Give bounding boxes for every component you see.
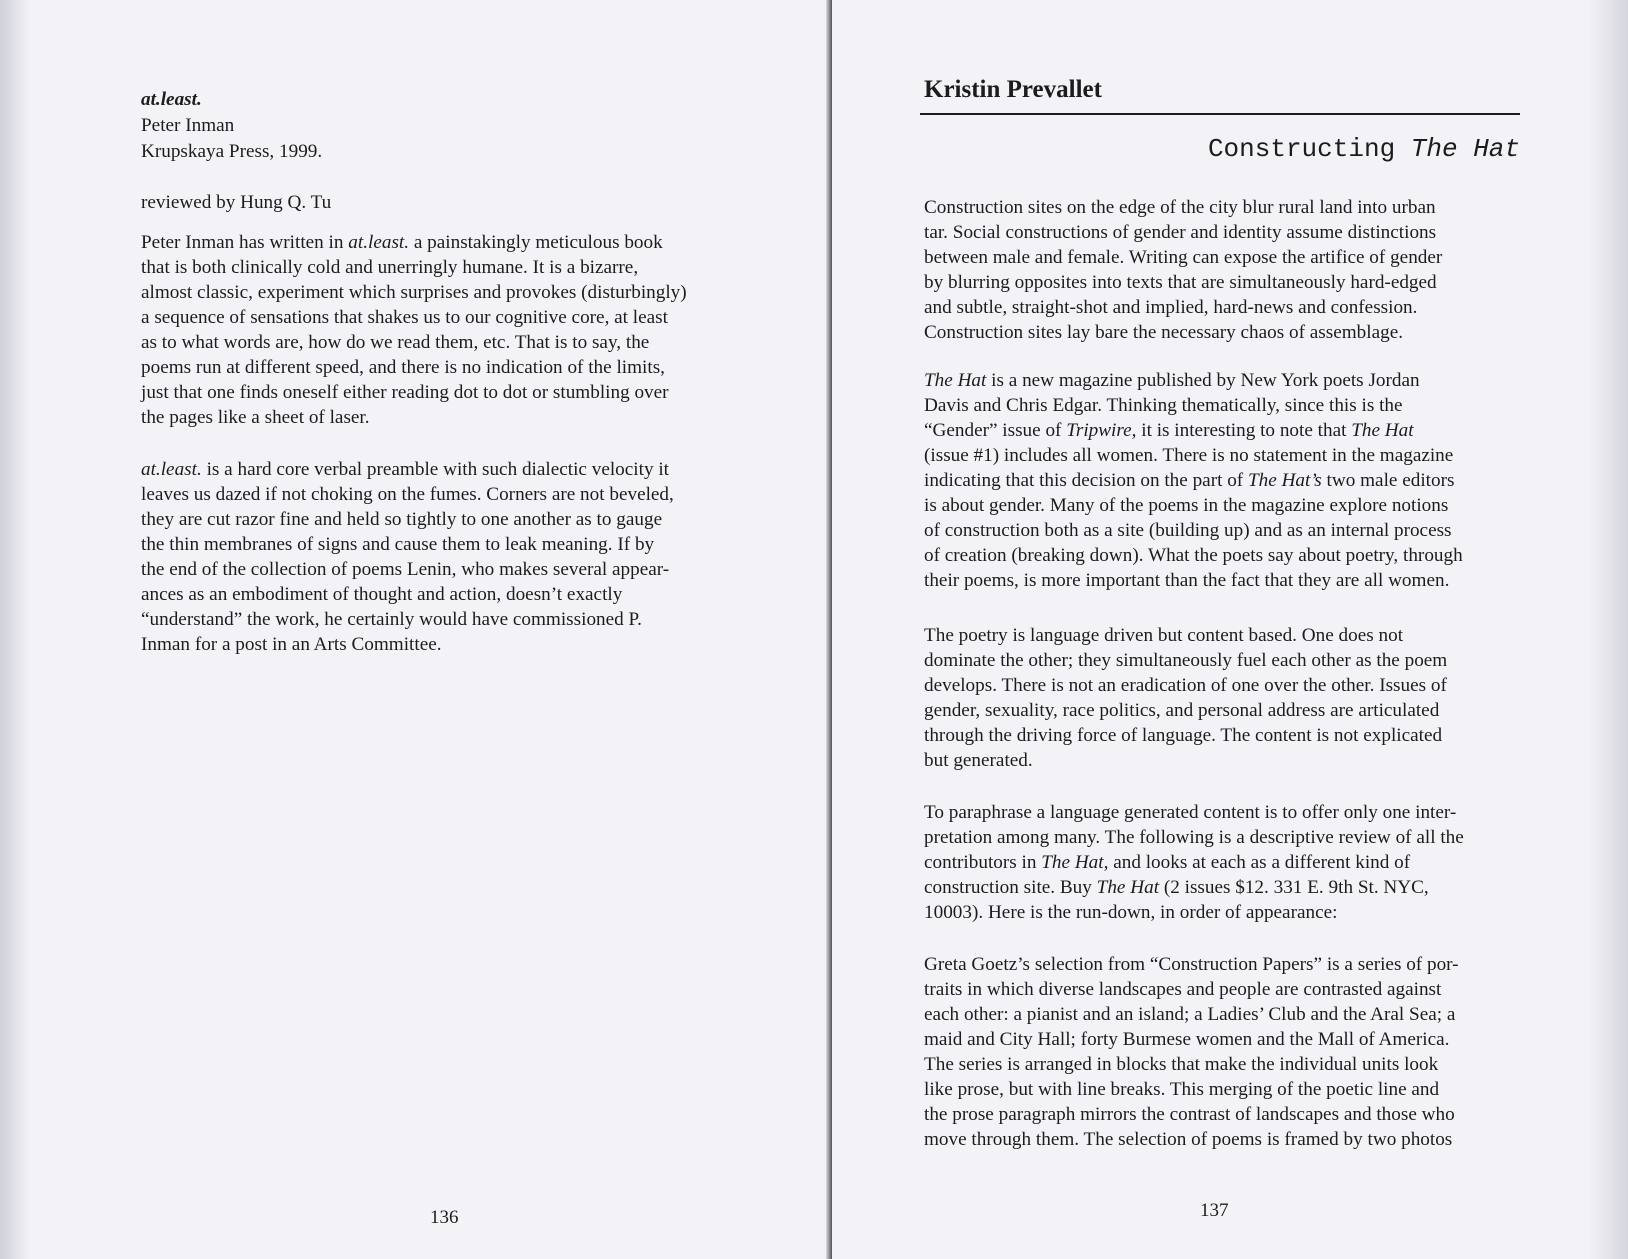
page-edge-shadow xyxy=(0,0,30,1259)
text-line: The Hat is a new magazine published by New York poets Jordan xyxy=(924,370,1420,391)
article-paragraph-5 xyxy=(924,952,1459,1152)
review-paragraph-2 xyxy=(141,457,674,657)
text-line: at.least. is a hard core verbal preamble with such dialectic velocity it xyxy=(141,459,670,480)
book-publisher: Krupskaya Press, 1999. xyxy=(141,141,323,162)
article-paragraph-3 xyxy=(924,623,1447,773)
article-title xyxy=(1208,134,1520,164)
text-line: dominate the other; they simultaneously fuel each other as the poem xyxy=(924,650,1448,671)
text-line: Construction sites lay bare the necessary chaos of assemblage. xyxy=(924,322,1404,343)
text-line: (issue #1) includes all women. There is no statement in the magazine xyxy=(924,445,1454,466)
text-line: they are cut razor fine and held so tightly to one another as to gauge xyxy=(141,509,663,530)
text-line: their poems, is more important than the fact that they are all women. xyxy=(924,570,1450,591)
text-line: contributors in The Hat, and looks at each as a different kind of xyxy=(924,852,1411,873)
text-line: the prose paragraph mirrors the contrast of landscapes and those who xyxy=(924,1104,1455,1125)
text-line: The series is arranged in blocks that make the individual units look xyxy=(924,1054,1439,1075)
text-line: traits in which diverse landscapes and people are contrasted against xyxy=(924,979,1442,1000)
article-paragraph-2 xyxy=(924,368,1463,593)
text-line: a sequence of sensations that shakes us to our cognitive core, at least xyxy=(141,307,668,328)
text-line: To paraphrase a language generated content is to offer only one inter- xyxy=(924,802,1457,823)
text-line: almost classic, experiment which surprises and provokes (disturbingly) xyxy=(141,282,687,303)
text-line: of construction both as a site (building up) and as an internal process xyxy=(924,520,1452,541)
article-author: Kristin Prevallet xyxy=(924,76,1102,103)
text-line: ances as an embodiment of thought and action, doesn’t exactly xyxy=(141,584,623,605)
text-line: and subtle, straight-shot and implied, hard-news and confession. xyxy=(924,297,1418,318)
page-number-left: 136 xyxy=(430,1207,459,1228)
text-line: construction site. Buy The Hat (2 issues $12. 331 E. 9th St. NYC, xyxy=(924,877,1429,898)
page-edge-shadow xyxy=(1588,0,1628,1259)
text-line: the end of the collection of poems Lenin, who makes several appear- xyxy=(141,559,670,580)
article-paragraph-1 xyxy=(924,195,1442,345)
text-line: between male and female. Writing can expose the artifice of gender xyxy=(924,247,1443,268)
text-line: the thin membranes of signs and cause them to leak meaning. If by xyxy=(141,534,655,555)
text-line: leaves us dazed if not choking on the fumes. Corners are not beveled, xyxy=(141,484,674,505)
text-line: through the driving force of language. The content is not explicated xyxy=(924,725,1443,746)
text-line: is about gender. Many of the poems in the magazine explore notions xyxy=(924,495,1449,516)
text-line: tar. Social constructions of gender and identity assume distinctions xyxy=(924,222,1437,243)
text-line: like prose, but with line breaks. This merging of the poetic line and xyxy=(924,1079,1440,1100)
text-line: Greta Goetz’s selection from “Construction Papers” is a series of por- xyxy=(924,954,1459,975)
reviewer-credit: reviewed by Hung Q. Tu xyxy=(141,192,332,213)
page-number-right: 137 xyxy=(1200,1200,1229,1221)
text-line: poems run at different speed, and there is no indication of the limits, xyxy=(141,357,665,378)
text-line: gender, sexuality, race politics, and personal address are articulated xyxy=(924,700,1440,721)
text-line: “Gender” issue of Tripwire, it is interesting to note that The Hat xyxy=(924,420,1414,441)
text-line: Peter Inman has written in at.least. a painstakingly meticulous book xyxy=(141,232,663,253)
text-line: that is both clinically cold and unerringly humane. It is a bizarre, xyxy=(141,257,639,278)
text-line: develops. There is not an eradication of one over the other. Issues of xyxy=(924,675,1447,696)
header-rule xyxy=(920,113,1520,115)
article-title-prefix: Constructing xyxy=(1207,134,1411,164)
text-line: maid and City Hall; forty Burmese women and the Mall of America. xyxy=(924,1029,1450,1050)
book-citation xyxy=(141,87,322,165)
text-line: but generated. xyxy=(924,750,1033,771)
text-line: Inman for a post in an Arts Committee. xyxy=(141,634,442,655)
text-line: indicating that this decision on the part of The Hat’s two male editors xyxy=(924,470,1455,491)
text-line: “understand” the work, he certainly would have commissioned P. xyxy=(141,609,642,630)
text-line: by blurring opposites into texts that are simultaneously hard-edged xyxy=(924,272,1437,293)
text-line: The poetry is language driven but content based. One does not xyxy=(924,625,1404,646)
text-line: Davis and Chris Edgar. Thinking thematically, since this is the xyxy=(924,395,1403,416)
text-line: each other: a pianist and an island; a Ladies’ Club and the Aral Sea; a xyxy=(924,1004,1456,1025)
text-line: Construction sites on the edge of the city blur rural land into urban xyxy=(924,197,1436,218)
review-paragraph-1 xyxy=(141,230,687,430)
book-title: at.least. xyxy=(141,89,202,110)
article-paragraph-4 xyxy=(924,800,1464,925)
text-line: 10003). Here is the run-down, in order of appearance: xyxy=(924,902,1338,923)
text-line: just that one finds oneself either reading dot to dot or stumbling over xyxy=(141,382,669,403)
text-line: of creation (breaking down). What the poets say about poetry, through xyxy=(924,545,1463,566)
text-line: the pages like a sheet of laser. xyxy=(141,407,370,428)
text-line: move through them. The selection of poems is framed by two photos xyxy=(924,1129,1453,1150)
text-line: as to what words are, how do we read them, etc. That is to say, the xyxy=(141,332,650,353)
text-line: pretation among many. The following is a descriptive review of all the xyxy=(924,827,1464,848)
book-author: Peter Inman xyxy=(141,115,235,136)
article-title-italic: The Hat xyxy=(1410,134,1520,164)
